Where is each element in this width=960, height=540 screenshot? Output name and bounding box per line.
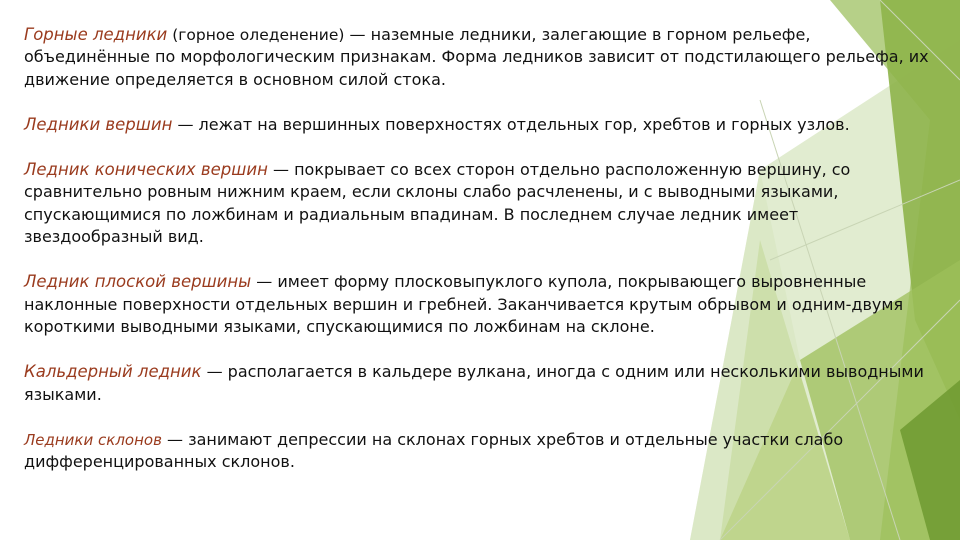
term-slope-glaciers: Ледники склонов xyxy=(24,430,162,449)
term-conical-summit: Ледник конических вершин xyxy=(24,160,268,180)
term-flat-summit: Ледник плоской вершины xyxy=(24,272,252,292)
aside-text: (горное оледенение) xyxy=(167,26,345,44)
definition-text: — располагается в кальдере вулкана, иногда с одним или несколькими выводными языками. xyxy=(24,362,924,404)
paragraph-flat-summit xyxy=(24,271,934,338)
paragraph-mountain-glaciers xyxy=(24,24,934,91)
definition-text: — имеет форму плосковыпуклого купола, покрывающего выровненные наклонные поверхности отдельных вершин и гребней. Заканчивается крутым обрывом и одним-двумя короткими выводными языками, спускающимися по ложбинам на склоне. xyxy=(24,272,904,336)
term-caldera: Кальдерный ледник xyxy=(24,362,202,382)
term-summit-glaciers: Ледники вершин xyxy=(24,114,173,134)
definition-text: — занимают депрессии на склонах горных хребтов и отдельные участки слабо дифференцированных склонов. xyxy=(24,429,844,472)
definition-text: — покрывает со всех сторон отдельно расположенную вершину, со сравнительно ровным нижним краем, если склоны слабо расчленены, и с выводными языками, спускающимися по ложбинам и радиальным впадинам. В последнем случае ледник имеет звездообразный вид. xyxy=(24,160,851,247)
paragraph-caldera xyxy=(24,361,934,406)
paragraph-slope-glaciers xyxy=(24,429,934,474)
paragraph-summit-glaciers xyxy=(24,114,934,136)
definition-text: — наземные ледники, залегающие в горном рельефе, объединённые по морфологическим признакам. Форма ледников зависит от подстилающего рельефа, их движение определяется в основном силой стока. xyxy=(24,25,929,89)
paragraph-conical-summit xyxy=(24,159,934,248)
slide-content xyxy=(24,24,934,496)
term-mountain-glaciers: Горные ледники xyxy=(24,25,168,44)
definition-text: — лежат на вершинных поверхностях отдельных гор, хребтов и горных узлов. xyxy=(172,114,850,134)
